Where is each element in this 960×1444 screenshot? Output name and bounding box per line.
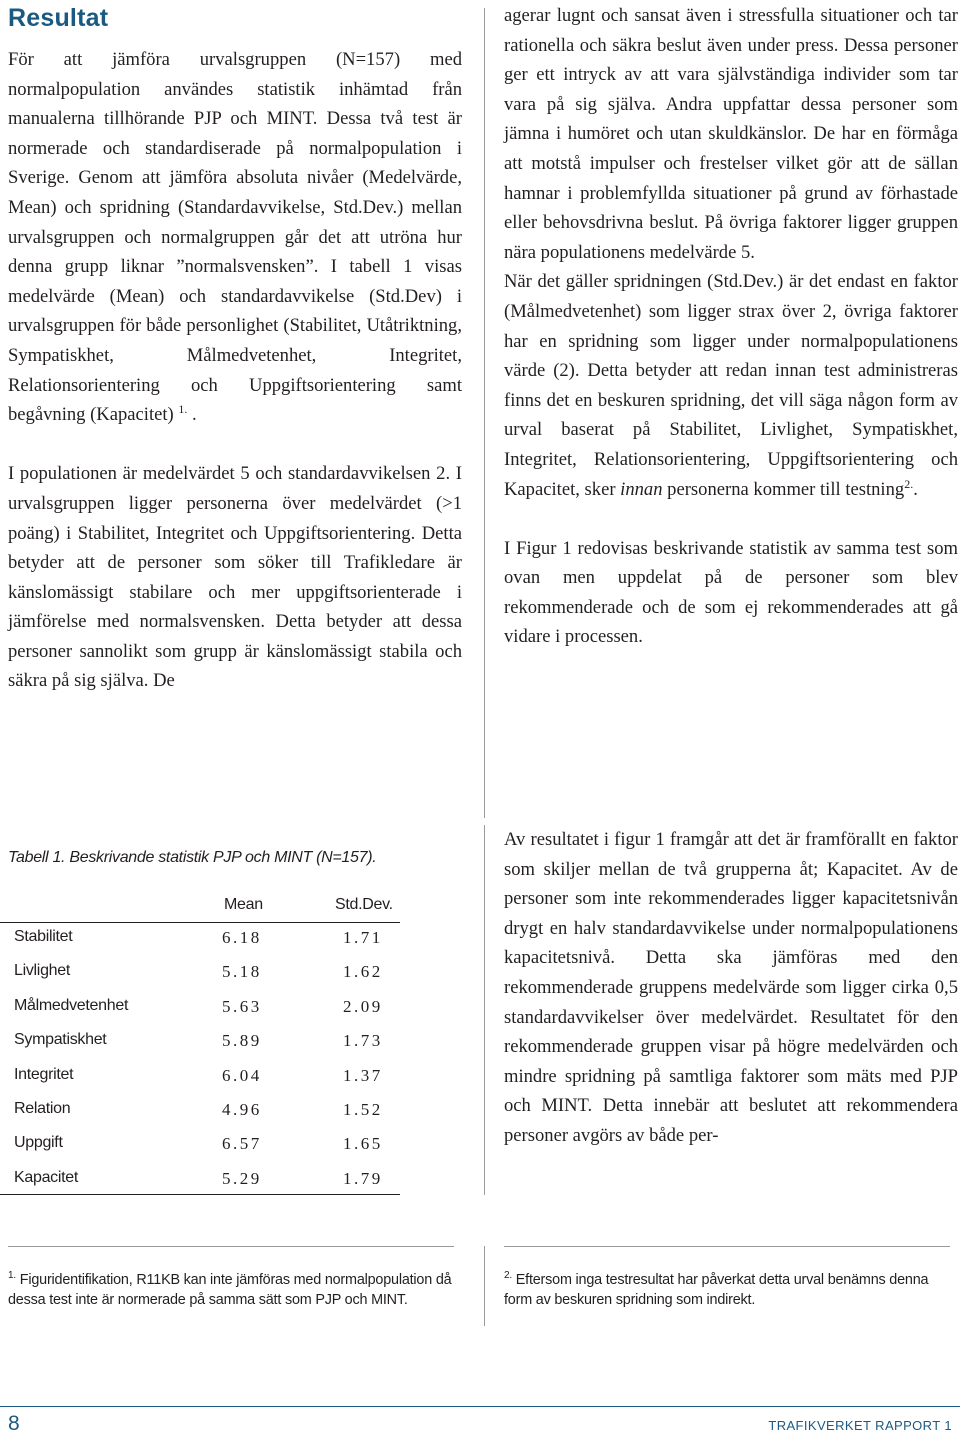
table-row-mean: 6.18 [222,928,262,947]
table-row-sd: 2.09 [343,996,383,1016]
table-row-mean: 4.96 [222,1100,262,1119]
column-divider-bottom [484,825,485,1195]
table-row-mean: 6.04 [222,1065,262,1085]
right-paragraph-1: agerar lugnt och sansat även i stressfulla situationer och tar rationella och säkra beslut även under press. Dessa personer ger ett intryck av att vara självständiga individer som tar vara på sig själva. Andra uppfattar dessa personer som jämna i humöret och utan skuldkänslor. De har en förmåga att motstå impulser och frestelser vilket gör att de sällan hamnar i problemfyllda situationer på grund av förhastade eller behovsdrivna beslut. På övriga faktorer ligger gruppen nära populationens medelvärde 5. [504,5,958,263]
right-paragraph-2-end: . [913,478,918,500]
right-paragraph-2-emphasis: innan [620,478,663,500]
right-column-bottom [504,825,958,1151]
table-row-label: Stabilitet [14,928,73,945]
footnote-ref-1: 1. [178,401,188,416]
footnote-2-mark: 2. [504,1270,512,1282]
footnote-2-text: Eftersom inga testresultat har påverkat detta urval benämns denna form av beskuren spridning som indirekt. [504,1272,929,1308]
table-header-mean: Mean [224,896,263,913]
table-row-label: Relation [14,1100,71,1117]
column-divider-top [484,8,485,818]
right-paragraph-4: Av resultatet i figur 1 framgår att det är framförallt en faktor som skiljer mellan de två grupperna åt; Kapacitet. Av de personer som inte rekommenderades ligger kapacitetsnivån drygt en halv standardavvikelse under normalpopulationens kapacitetsnivå. Detta ska jämföras med den rekommenderade gruppens medelvärde som ligger cirka 0,5 standardavvikelser över medelvärdet. Resultatet för den rekommenderade gruppen visar på högre medelvärden och mindre spridning på samtliga faktorer som mäts med PJP och MINT. Detta innebär att beslutet att rekommendera personer avgörs av både per- [504,829,958,1146]
report-name: TRAFIKVERKET RAPPORT 1 [768,1418,952,1433]
left-paragraph-1-end: . [192,404,197,426]
table-row-sd: 1.62 [343,962,383,982]
right-paragraph-2 [504,267,958,504]
footnote-2 [504,1270,950,1310]
table-row-mean: 5.89 [222,1031,262,1051]
right-paragraph-2-text-b: personerna kommer till testning [662,478,905,500]
table-row-sd: 1.73 [343,1031,383,1051]
footnote-rule-left [8,1246,454,1247]
left-paragraph-2: I populationen är medelvärdet 5 och standardavvikelsen 2. I urvalsgruppen ligger personerna över medelvärdet (>1 poäng) i Stabilitet, Integritet och Uppgiftsorientering. Detta betyder att de personer som söker till Trafikledare är känslomässigt stabilare och mer uppgiftsorienterade i jämförelse med normalsvensken. Detta betyder att dessa personer sannolikt som grupp är känslomässigt stabila och säkra på sig själva. De [8,463,462,692]
table-row-label: Sympatiskhet [14,1031,107,1049]
table-row [0,928,400,962]
table-row [0,997,400,1031]
footnote-ref-2: 2. [904,476,914,491]
table-row [0,1169,400,1203]
footnote-divider [484,1246,485,1326]
left-paragraph-1-text: För att jämföra urvalsgruppen (N=157) med normalpopulation användes statistik inhämtad från manualerna tillhörande PJP och MINT. Dessa två test är normerade och standardiserade på normalpopulation i Sverige. Genom att jämföra absoluta nivåer (Medelvärde, Mean) och spridning (Standardavvikelse, Std.Dev.) mellan urvalsgruppen och normalgruppen går det att utröna hur denna grupp liknar ”normalsvensken”. I tabell 1 visas medelvärde (Mean) och standardavvikelse (Std.Dev) i urvalsgruppen för både personlighet (Stabilitet, Utåtriktning, Sympatiskhet, Målmedvetenhet, Integritet, Relationsorientering och Uppgiftsorientering samt begåvning (Kapacitet) [8,49,462,426]
footnote-rule-right [504,1246,950,1247]
footnote-1-text: Figuridentifikation, R11KB kan inte jämföras med normalpopulation då dessa test inte är normerade på samma sätt som PJP och MINT. [8,1272,452,1308]
table-bottom-rule [0,1194,400,1195]
left-column [8,45,462,696]
table-row-label: Livlighet [14,962,71,980]
table-row-label: Integritet [14,1065,74,1083]
left-paragraph-1 [8,45,462,430]
table-row [0,1100,400,1134]
table-row-label: Kapacitet [14,1168,79,1186]
footer-rule [0,1406,960,1407]
table-row-sd: 1.71 [343,928,383,947]
table-header-sd: Std.Dev. [335,896,393,913]
section-heading: Resultat [8,4,109,32]
table-caption: Tabell 1. Beskrivande statistik PJP och MINT (N=157). [8,849,377,866]
table-row-sd: 1.52 [343,1100,383,1119]
table-row-sd: 1.37 [343,1065,383,1085]
table-row [0,962,400,996]
footnote-1 [8,1270,454,1310]
table-row [0,1031,400,1065]
table-header-rule [0,922,400,923]
footnote-1-mark: 1. [8,1270,16,1282]
table-row-sd: 1.79 [343,1168,383,1188]
table-row-mean: 5.63 [222,996,262,1016]
table-row [0,1066,400,1100]
page-number: 8 [8,1412,20,1435]
right-column [504,1,958,652]
table-row-mean: 6.57 [222,1134,262,1154]
table-row-mean: 5.18 [222,962,262,982]
table-row-label: Uppgift [14,1134,63,1152]
table-row [0,1134,400,1168]
table-row-label: Målmedvetenhet [14,996,129,1014]
right-paragraph-3: I Figur 1 redovisas beskrivande statistik av samma test som ovan men uppdelat på de personer som blev rekommenderade och de som ej rekommenderades att gå vidare i processen. [504,537,958,648]
table-row-sd: 1.65 [343,1134,383,1154]
table-row-mean: 5.29 [222,1168,262,1188]
right-paragraph-2-text: När det gäller spridningen (Std.Dev.) är det endast en faktor (Målmedvetenhet) som ligger strax över 2, övriga faktorer har en spridning som ligger under normalpopulationens värde (2). Detta betyder att redan innan test administreras finns det en beskuren spridning, det vill säga någon form av urval baserat på Stabilitet, Livlighet, Sympatiskhet, Integritet, Relationsorientering, Uppgiftsorientering och Kapacitet, sker [504,271,958,500]
